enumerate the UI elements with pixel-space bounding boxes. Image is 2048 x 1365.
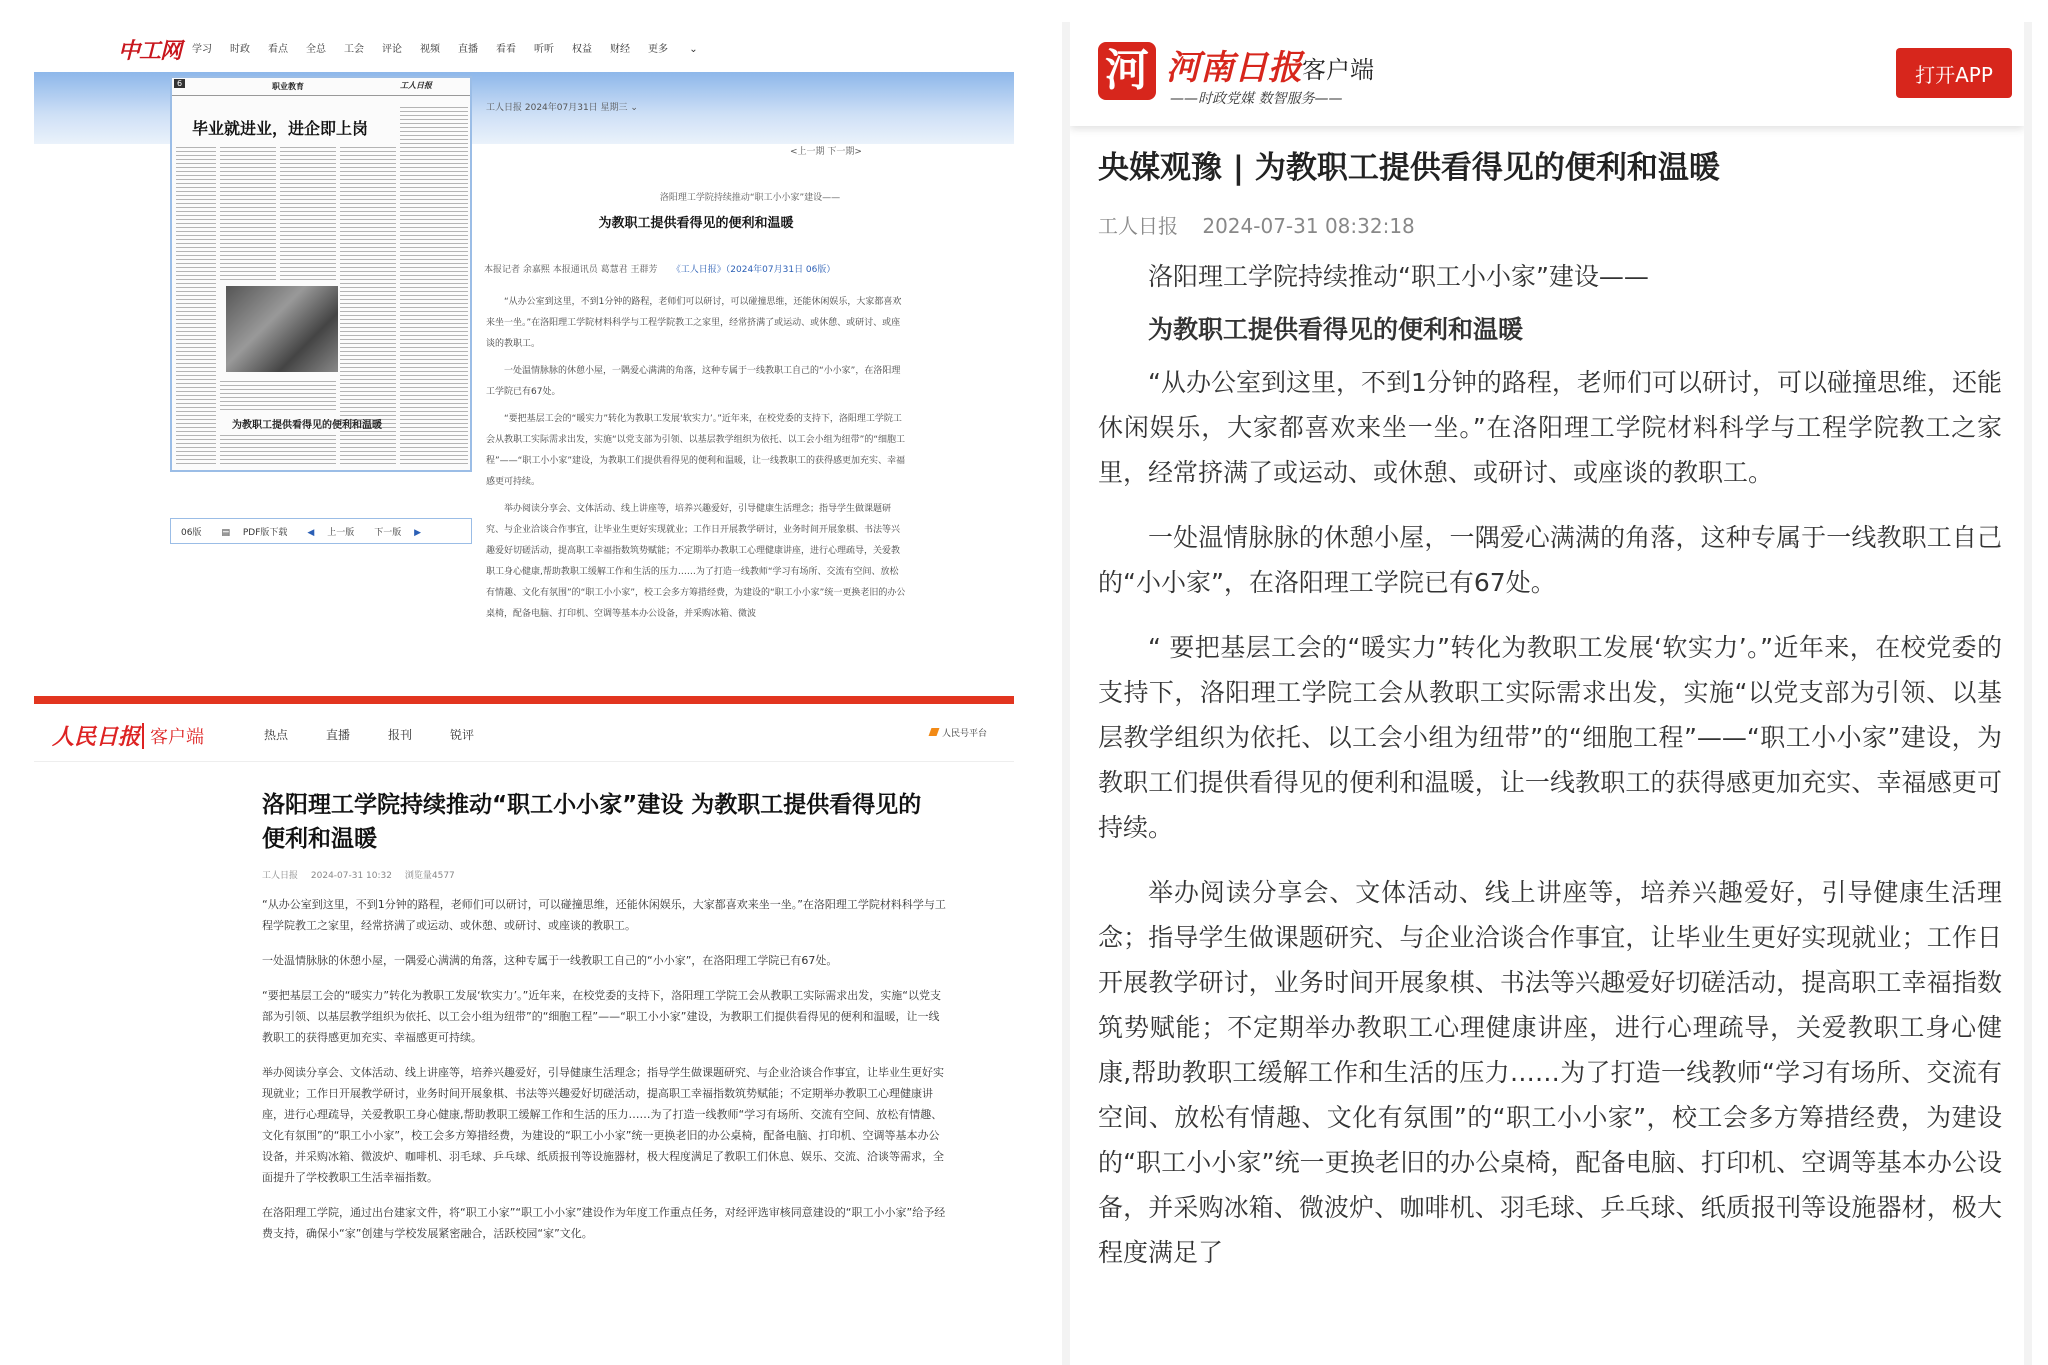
hnrb-client-panel — [1062, 22, 2032, 1365]
pdf-download-label: PDF版下载 — [242, 527, 288, 538]
paragraph: 举办阅读分享会、文体活动、线上讲座等，培养兴趣爱好，引导健康生活理念；指导学生做课题研究、与企业洽谈合作事宜，让毕业生更好实现就业；工作日开展教学研讨，业务时间开展象棋、书法等兴趣爱好切磋活动，提高职工幸福指数筑势赋能；不定期举办教职工心理健康讲座，进行心理疏导，关爱教职工身心健康,帮助教职工缓解工作和生活的压力……为了打造一线教师“学习有场所、交流有空间、放松有情趣、文化有氛围”的“职工小小家”，校工会多方筹措经费，为建设的“职工小小家”统一更换老旧的办公桌椅，配备电脑、打印机、空调等基本办公设备，并采购冰箱、微波炉、咖啡机、羽毛球、乒乓球、纸质报刊等设施器材，极大程度满足了教职工们休息、娱乐、交流、洽谈等需求，全面提升了学校教职工生活幸福指数。 — [262, 1066, 944, 1184]
article-kicker: 洛阳理工学院持续推动“职工小小家”建设—— — [1148, 262, 1649, 291]
article-source: 工人日报 — [262, 871, 299, 881]
newspaper-column — [220, 378, 336, 412]
paragraph: “从办公室到这里，不到1分钟的路程，老师们可以研讨，可以碰撞思维，还能休闲娱乐，大家都喜欢来坐一坐。”在洛阳理工学院材料科学与工程学院教工之家里，经常挤满了或运动、或休憩、或研讨、或座谈的教职工。 — [486, 297, 902, 349]
newspaper-header — [172, 78, 470, 96]
nav-item-more[interactable] — [648, 40, 716, 55]
nav-item[interactable]: 锐评 — [450, 728, 475, 742]
paper-section: 职业教育 — [272, 82, 304, 91]
zgw-epaper-panel — [34, 24, 1014, 704]
article-byline — [484, 262, 835, 275]
issue-date: 工人日报 2024年07月31日 星期三 — [486, 103, 628, 113]
article-body — [486, 292, 906, 631]
nav-item[interactable]: 工会 — [344, 44, 364, 55]
rmrb-header — [34, 708, 1014, 762]
nav-item[interactable]: 看看 — [496, 44, 516, 55]
paragraph: 举办阅读分享会、文体活动、线上讲座等，培养兴趣爱好，引导健康生活理念；指导学生做课题研究、与企业洽谈合作事宜，让毕业生更好实现就业；工作日开展教学研讨，业务时间开展象棋、书法等兴趣爱好切磋活动，提高职工幸福指数筑势赋能；不定期举办教职工心理健康讲座，进行心理疏导，关爱教职工身心健康,帮助教职工缓解工作和生活的压力……为了打造一线教师“学习有场所、交流有空间、放松有情趣、文化有氛围”的“职工小小家”，校工会多方筹措经费，为建设的“职工小小家”统一更换老旧的办公桌椅，配备电脑、打印机、空调等基本办公设备，并采购冰箱、微波 — [486, 504, 906, 619]
nav-more-label: 更多 — [648, 44, 668, 55]
nav-item[interactable]: 直播 — [458, 44, 478, 55]
zgw-top-nav — [34, 24, 1014, 72]
article-heading: 为教职工提供看得见的便利和温暖 — [1148, 315, 1524, 344]
nav-item[interactable]: 财经 — [610, 44, 630, 55]
article-meta — [1098, 210, 1433, 239]
red-divider — [34, 696, 1014, 704]
nav-item[interactable]: 学习 — [192, 44, 212, 55]
next-page-label: 下一版 — [374, 527, 402, 538]
nav-item[interactable]: 评论 — [382, 44, 402, 55]
platform-icon — [929, 728, 940, 736]
rmrb-logo-suffix: 客户端 — [142, 723, 204, 749]
nav-item[interactable]: 看点 — [268, 44, 288, 55]
hnrb-logo-icon: 河 — [1098, 42, 1156, 100]
rmrb-nav — [264, 726, 512, 743]
rmrb-logo[interactable]: 人民日报 — [52, 724, 141, 750]
chevron-down-icon: ⌄ — [630, 103, 638, 113]
article-source: 工人日报 — [1098, 214, 1178, 238]
nav-item[interactable]: 直播 — [326, 728, 351, 742]
newspaper-page-thumbnail[interactable] — [170, 76, 472, 472]
hnrb-logo: 河南日报 — [1166, 48, 1302, 88]
pdf-download-link[interactable] — [211, 525, 287, 538]
open-app-button[interactable]: 打开APP — [1896, 48, 2012, 98]
newspaper-headline: 毕业就进业，进企即上岗 — [192, 119, 369, 138]
rmrb-client-panel — [34, 708, 1014, 1360]
zgw-logo[interactable]: 中工网 — [118, 38, 182, 64]
triangle-right-icon: ▶ — [414, 527, 422, 538]
paragraph: “ 要把基层工会的“暖实力”转化为教职工发展‘软实力’。”近年来，在校党委的支持下，洛阳理工学院工会从教职工实际需求出发，实施“以党支部为引领、以基层教学组织为依托、以工会小组为纽带”的“细胞工程”——“职工小小家”建设，为教职工们提供看得见的便利和温暖，让一线教职工的获得感更加充实、幸福感更可持续。 — [1098, 633, 2002, 842]
newspaper-photo — [226, 286, 338, 372]
view-count: 浏览量4577 — [404, 871, 455, 881]
article-title: 为教职工提供看得见的便利和温暖 — [598, 216, 794, 231]
article-title: 央媒观豫 | 为教职工提供看得见的便利和温暖 — [1098, 150, 1720, 186]
nav-item[interactable]: 热点 — [264, 728, 289, 742]
triangle-left-icon: ◀ — [307, 527, 315, 538]
newspaper-column — [220, 144, 276, 280]
paper-logo: 工人日报 — [400, 81, 432, 90]
paragraph: 一处温情脉脉的休憩小屋，一隅爱心满满的角落，这种专属于一线教职工自己的“小小家”，在洛阳理工学院已有67处。 — [486, 366, 901, 397]
nav-item[interactable]: 权益 — [572, 44, 592, 55]
hnrb-logo-suffix: 客户端 — [1302, 56, 1374, 84]
page-number: 6 — [174, 79, 185, 88]
page-label: 06版 — [181, 527, 202, 538]
zgw-nav-items — [192, 40, 734, 55]
article-body — [262, 894, 948, 1258]
newspaper-column — [280, 144, 336, 280]
paragraph: “要把基层工会的“暖实力”转化为教职工发展‘软实力’。”近年来，在校党委的支持下，洛阳理工学院工会从教职工实际需求出发，实施“以党支部为引领、以基层教学组织为依托、以工会小组为纽带”的“细胞工程”——“职工小小家”建设，为教职工们提供看得见的便利和温暖，让一线教职工的获得感更加充实、幸福感更可持续。 — [486, 414, 905, 487]
nav-item[interactable]: 时政 — [230, 44, 250, 55]
article-source: 《工人日报》（2024年07月31日 06版） — [671, 265, 836, 275]
prev-page-link[interactable] — [297, 525, 354, 538]
paragraph: 举办阅读分享会、文体活动、线上讲座等，培养兴趣爱好，引导健康生活理念；指导学生做课题研究、与企业洽谈合作事宜，让毕业生更好实现就业；工作日开展教学研讨，业务时间开展象棋、书法等兴趣爱好切磋活动，提高职工幸福指数筑势赋能；不定期举办教职工心理健康讲座，进行心理疏导，关爱教职工身心健康,帮助教职工缓解工作和生活的压力……为了打造一线教师“学习有场所、交流有空间、放松有情趣、文化有氛围”的“职工小小家”，校工会多方筹措经费，为建设的“职工小小家”统一更换老旧的办公桌椅，配备电脑、打印机、空调等基本办公设备，并采购冰箱、微波炉、咖啡机、羽毛球、乒乓球、纸质报刊等设施器材，极大程度满足了 — [1098, 878, 2002, 1267]
paragraph: “从办公室到这里，不到1分钟的路程，老师们可以研讨，可以碰撞思维，还能休闲娱乐，大家都喜欢来坐一坐。”在洛阳理工学院材料科学与工程学院教工之家里，经常挤满了或运动、或休憩、或研讨、或座谈的教职工。 — [1098, 368, 2002, 487]
article-title: 洛阳理工学院持续推动“职工小小家”建设 为教职工提供看得见的便利和温暖 — [262, 792, 922, 852]
article-kicker: 洛阳理工学院持续推动“职工小小家”建设—— — [659, 193, 841, 203]
platform-link[interactable] — [930, 726, 987, 739]
issue-date-selector[interactable] — [486, 100, 638, 113]
newspaper-subheadline: 为教职工提供看得见的便利和温暖 — [232, 420, 382, 431]
nav-item[interactable]: 全总 — [306, 44, 326, 55]
chevron-down-icon: ⌄ — [689, 44, 698, 55]
pdf-icon: ▤ — [221, 527, 230, 538]
nav-item[interactable]: 听听 — [534, 44, 554, 55]
nav-item[interactable]: 视频 — [420, 44, 440, 55]
newspaper-column — [400, 104, 468, 464]
hnrb-slogan: ——时政党媒 数智服务—— — [1170, 91, 1343, 107]
newspaper-column — [220, 432, 336, 466]
page-pager — [170, 518, 472, 544]
paragraph: 一处温情脉脉的休憩小屋，一隅爱心满满的角落，这种专属于一线教职工自己的“小小家”，在洛阳理工学院已有67处。 — [262, 954, 838, 967]
platform-label: 人民号平台 — [942, 729, 988, 739]
issue-prev-next[interactable]: <上一期 下一期> — [790, 147, 862, 157]
paragraph: “从办公室到这里，不到1分钟的路程，老师们可以研讨，可以碰撞思维，还能休闲娱乐，大家都喜欢来坐一坐。”在洛阳理工学院材料科学与工程学院教工之家里，经常挤满了或运动、或休憩、或研讨、或座谈的教职工。 — [262, 898, 946, 932]
author-names: 本报记者 余嘉熙 本报通讯员 葛慧君 王群芳 — [484, 265, 658, 275]
article-time: 2024-07-31 08:32:18 — [1202, 214, 1415, 238]
article-time: 2024-07-31 10:32 — [310, 871, 392, 881]
article-meta — [262, 868, 465, 881]
next-page-link[interactable] — [364, 525, 421, 538]
prev-page-label: 上一版 — [327, 527, 355, 538]
paragraph: “要把基层工会的“暖实力”转化为教职工发展‘软实力’。”近年来，在校党委的支持下，洛阳理工学院工会从教职工实际需求出发，实施“以党支部为引领、以基层教学组织为依托、以工会小组为纽带”的“细胞工程”——“职工小小家”建设，为教职工们提供看得见的便利和温暖，让一线教职工的获得感更加充实、幸福感更可持续。 — [262, 989, 941, 1044]
article-body — [1098, 254, 2002, 1295]
paragraph: 在洛阳理工学院，通过出台建家文件，将“职工小家”“职工小小家”建设作为年度工作重点任务，对经评选审核同意建设的“职工小小家”给予经费支持，确保小“家”创建与学校发展紧密融合，活跃校园“家”文化。 — [262, 1206, 946, 1240]
paragraph: 一处温情脉脉的休憩小屋，一隅爱心满满的角落，这种专属于一线教职工自己的“小小家”，在洛阳理工学院已有67处。 — [1098, 523, 2002, 597]
hnrb-header — [1070, 22, 2024, 126]
nav-item[interactable]: 报刊 — [388, 728, 413, 742]
